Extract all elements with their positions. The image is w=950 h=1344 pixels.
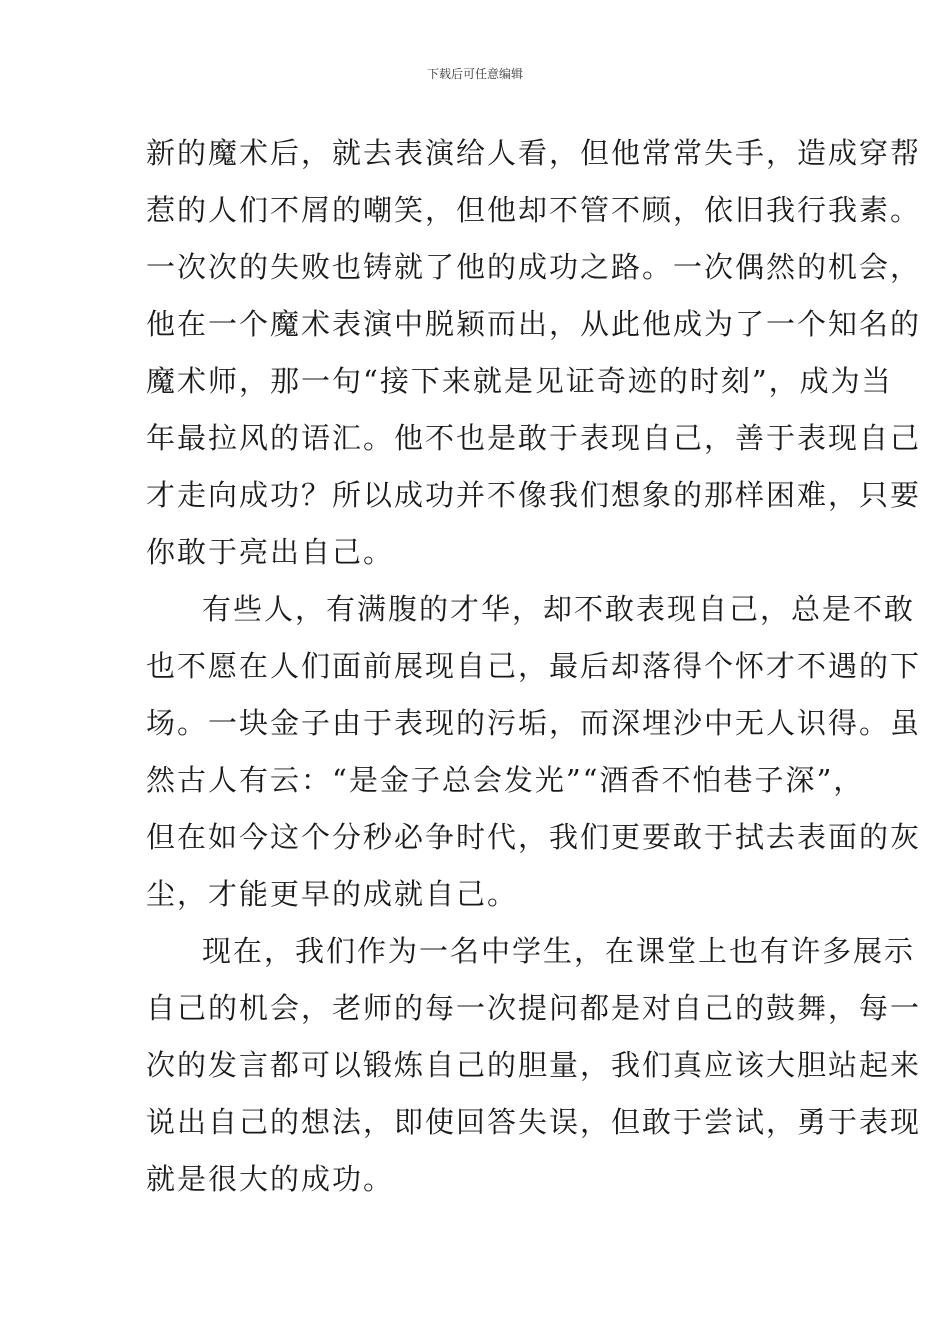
page-header: 下载后可任意编辑	[426, 67, 523, 81]
text-line: 就是很大的成功。	[146, 1162, 395, 1196]
text-line: 有些人，有满腹的才华，却不敢表现自己，总是不敢	[202, 592, 916, 626]
paragraph-3	[146, 923, 922, 1208]
text-line: 魔术师，那一句“接下来就是见证奇迹的时刻”，成为当	[146, 364, 893, 398]
text-line: 场。一块金子由于表现的污垢，而深埋沙中无人识得。虽	[146, 706, 922, 740]
text-line: 你敢于亮出自己。	[146, 535, 395, 569]
text-line: 他在一个魔术表演中脱颖而出，从此他成为了一个知名的	[146, 307, 922, 341]
text-line: 尘，才能更早的成就自己。	[146, 877, 519, 911]
text-line: 才走向成功？所以成功并不像我们想象的那样困难，只要	[146, 478, 922, 512]
text-line: 但在如今这个分秒必争时代，我们更要敢于拭去表面的灰	[146, 820, 922, 854]
text-line: 也不愿在人们面前展现自己，最后却落得个怀才不遇的下	[146, 649, 922, 683]
paragraph-1	[146, 125, 922, 581]
text-line: 现在，我们作为一名中学生，在课堂上也有许多展示	[202, 934, 916, 968]
text-line: 自己的机会，老师的每一次提问都是对自己的鼓舞，每一	[146, 991, 922, 1025]
text-line: 新的魔术后，就去表演给人看，但他常常失手，造成穿帮	[146, 136, 922, 170]
document-body	[146, 125, 922, 1208]
text-line: 年最拉风的语汇。他不也是敢于表现自己，善于表现自己	[146, 421, 922, 455]
text-line: 说出自己的想法，即使回答失误，但敢于尝试，勇于表现	[146, 1105, 922, 1139]
text-line: 然古人有云：“是金子总会发光”“酒香不怕巷子深”，	[146, 763, 865, 797]
text-line: 惹的人们不屑的嘲笑，但他却不管不顾，依旧我行我素。	[146, 193, 922, 227]
text-line: 一次次的失败也铸就了他的成功之路。一次偶然的机会，	[146, 250, 922, 284]
paragraph-2	[146, 581, 922, 923]
text-line: 次的发言都可以锻炼自己的胆量，我们真应该大胆站起来	[146, 1048, 922, 1082]
